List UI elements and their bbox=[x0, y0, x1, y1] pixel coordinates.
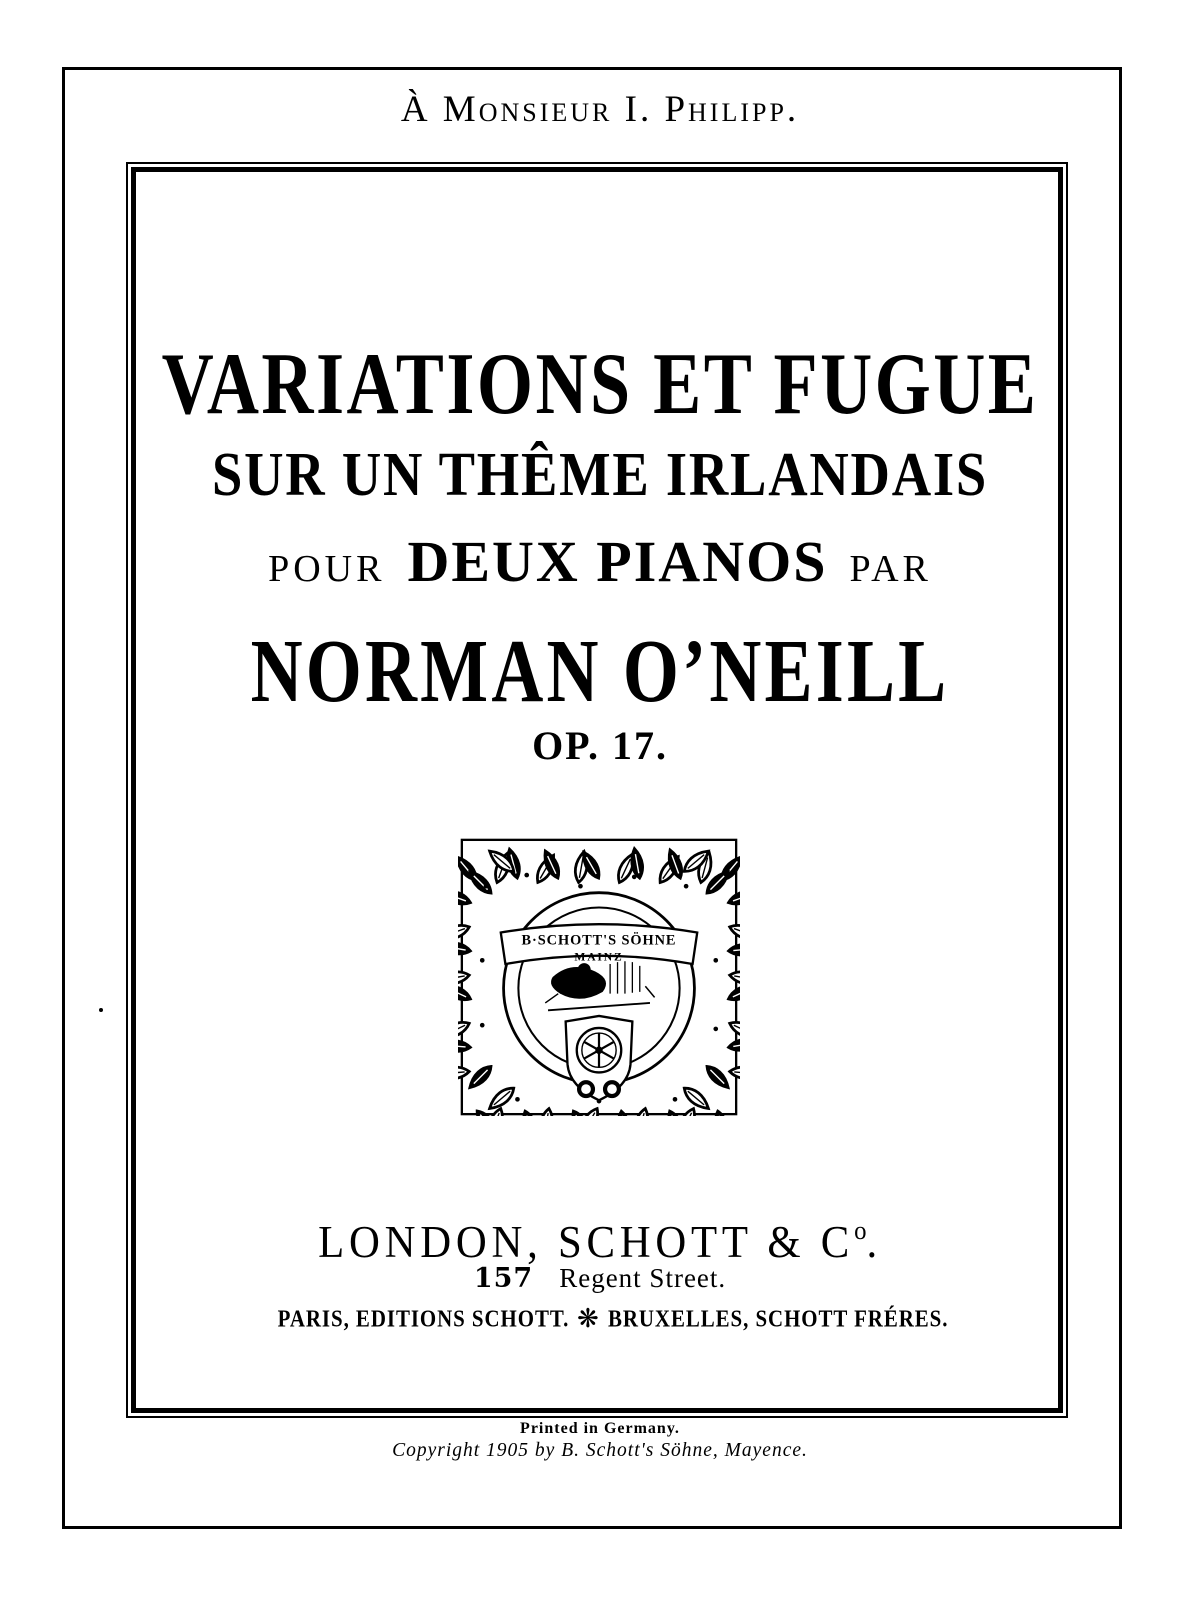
emblem-banner-line1: B·SCHOTT'S SÖHNE bbox=[521, 932, 677, 949]
street-name: Regent Street. bbox=[559, 1263, 727, 1293]
emblem-banner-line2: ·MAINZ· bbox=[568, 950, 630, 964]
work-title-line2: SUR UN THÊME IRLANDAIS bbox=[212, 441, 988, 509]
street-number: 157 bbox=[473, 1263, 534, 1294]
emblem-banner bbox=[501, 924, 697, 964]
composer-name: NORMAN O’NEILL bbox=[250, 622, 950, 721]
work-title-line1: VARIATIONS ET FUGUE bbox=[161, 336, 1039, 433]
scoring-main: DEUX PIANOS bbox=[407, 529, 828, 594]
publisher-co-superscript: o bbox=[854, 1216, 867, 1245]
publisher-name: LONDON, SCHOTT & C bbox=[318, 1217, 855, 1267]
publisher-emblem bbox=[458, 838, 740, 1116]
margin-speck bbox=[99, 1008, 103, 1012]
publisher-emblem-graphic bbox=[458, 838, 740, 1116]
publisher-period: . bbox=[866, 1217, 882, 1267]
agents-row bbox=[270, 1304, 949, 1334]
bruxelles-agent: BRUXELLES, SCHOTT FRÉRES. bbox=[607, 1304, 949, 1332]
copyright-notice: Copyright 1905 by B. Schott's Söhne, Mayence. bbox=[392, 1440, 808, 1461]
dedication: À Monsieur I. Philipp. bbox=[400, 89, 800, 130]
publisher-address bbox=[0, 1263, 1200, 1294]
publisher-imprint bbox=[30, 1216, 1170, 1268]
florette-ornament-icon: ❋ bbox=[577, 1304, 599, 1334]
scoring-pre: POUR bbox=[268, 548, 386, 590]
paris-agent: PARIS, EDITIONS SCHOTT. bbox=[277, 1304, 570, 1332]
scoring-post: PAR bbox=[849, 548, 932, 590]
scoring-line bbox=[0, 528, 1200, 595]
opus-number: OP. 17. bbox=[532, 723, 668, 768]
printed-in-notice: Printed in Germany. bbox=[520, 1420, 680, 1437]
